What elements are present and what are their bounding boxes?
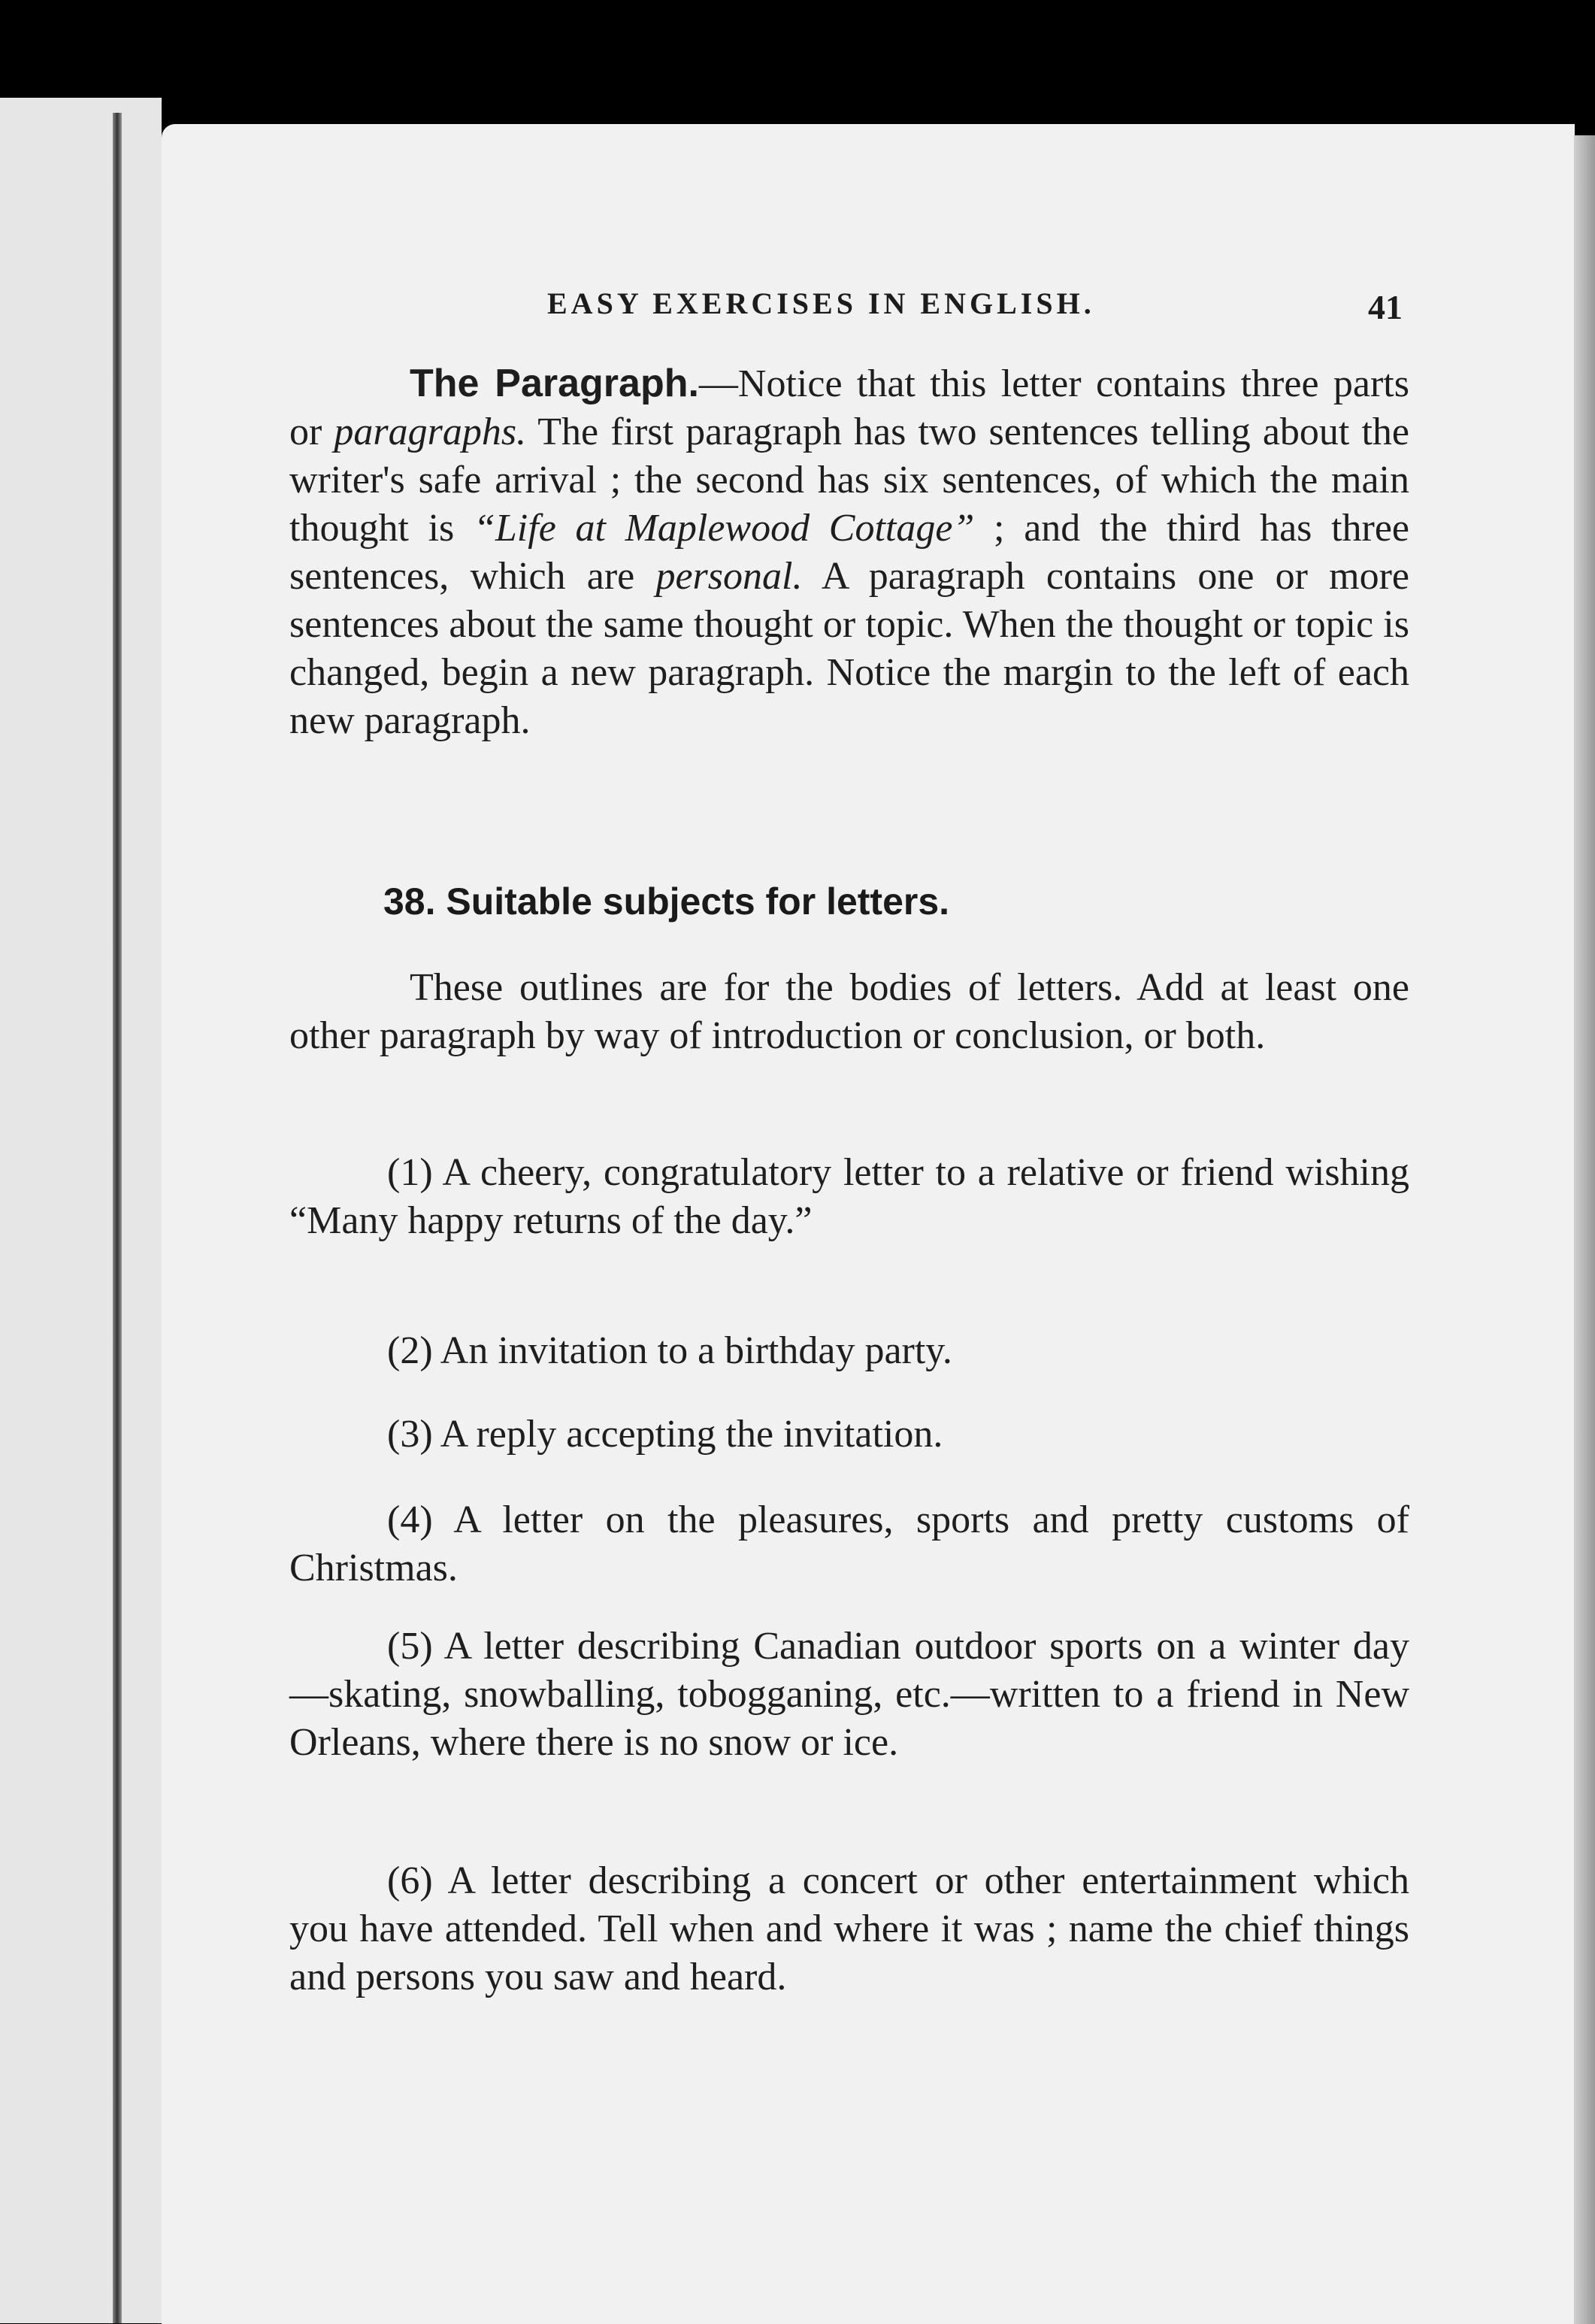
paragraph-italic-2: “Life at Maplewood Cottage” [473,507,975,550]
paragraph-text-4: A paragraph contains one or more sentences about the same thought or topic. When the thought or topic is changed, begin a new paragraph. Notice the margin to the left of each new paragraph. [289,555,1410,742]
list-item-2: (2) An invitation to a birthday party. [387,1329,952,1372]
paragraph-section [289,359,1409,745]
page-edge-shadow [1574,135,1595,2324]
paragraph-italic-1: paragraphs. [334,411,527,453]
paragraph-text-2: The first paragraph has two sentences telling about the writer's safe arrival ; the second has six sentences, of which the main thought is [289,411,1409,550]
list-item-3: (3) A reply accepting the invitation. [387,1413,943,1456]
paragraph-dash: — [698,362,738,405]
list-item-4: (4) A letter on the pleasures, sports and pretty customs of Christmas. [289,1498,1409,1589]
paragraph-italic-3: personal. [655,555,803,598]
section-heading: 38. Suitable subjects for letters. [383,880,950,923]
left-page-edge [0,98,162,2323]
list-item-5: (5) A letter describing Canadian outdoor sports on a winter day—skating, snowballing, tobogganing, etc.—written to a friend in New Orleans, where there is no snow or ice. [289,1625,1409,1764]
list-item-1: (1) A cheery, congratulatory letter to a relative or friend wishing “Many happy returns of the day.” [289,1151,1409,1242]
book-spine [113,113,122,2323]
list-item-6: (6) A letter describing a concert or other entertainment which you have attended. Tell when and where it was ; name the chief things and persons you saw and heard. [289,1859,1409,1998]
page-number: 41 [1368,288,1403,326]
paragraph-lead: The Paragraph. [410,362,699,405]
section-intro: These outlines are for the bodies of letters. Add at least one other paragraph by way of introduction or conclusion, or both. [289,966,1409,1057]
paragraph-text-3: ; and the third has three sentences, which are [289,507,1409,598]
running-header: EASY EXERCISES IN ENGLISH. [547,286,1095,320]
paragraph-text-1: Notice that this letter contains three parts or [289,362,1409,453]
